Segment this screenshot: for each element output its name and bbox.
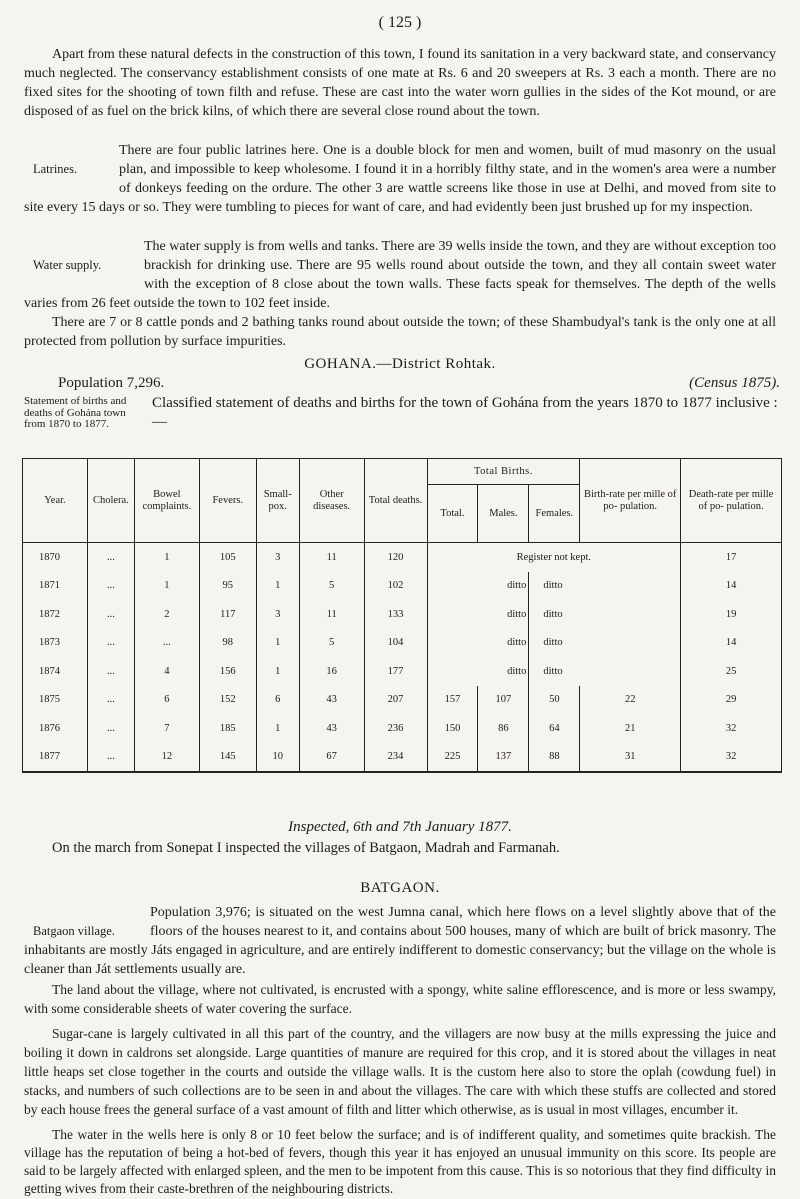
table-row bbox=[23, 714, 782, 743]
cell-births-total: 157 bbox=[427, 686, 478, 715]
cell-death-rate: 32 bbox=[681, 714, 782, 743]
population-gohana: Population 7,296. bbox=[58, 375, 165, 391]
cell-birth-rate: 22 bbox=[580, 686, 681, 715]
cell-births-note: ditto bbox=[427, 600, 529, 629]
cell-fevers: 98 bbox=[199, 629, 256, 658]
cell-total-deaths: 236 bbox=[364, 714, 427, 743]
cell-births-females: 88 bbox=[529, 743, 580, 773]
header-other: Other diseases. bbox=[299, 459, 364, 543]
cell-births-note: ditto bbox=[427, 572, 529, 601]
paragraph-batgaon bbox=[24, 903, 776, 979]
cell-year: 1876 bbox=[23, 714, 88, 743]
cell-year: 1872 bbox=[23, 600, 88, 629]
cell-other: 11 bbox=[299, 600, 364, 629]
cell-smallpox: 10 bbox=[256, 743, 299, 773]
paragraph-tanks: There are 7 or 8 cattle ponds and 2 bathing tanks round about outside the town; of these Shambudyal's tank is the only one at all protected from pollution by surface impurities. bbox=[24, 315, 776, 349]
cell-births-total: 150 bbox=[427, 714, 478, 743]
cell-bowel: 1 bbox=[134, 543, 199, 572]
margin-note-latrines: Latrines. bbox=[33, 162, 78, 176]
table-row bbox=[23, 657, 782, 686]
cell-bowel: 1 bbox=[134, 572, 199, 601]
cell-year: 1874 bbox=[23, 657, 88, 686]
header-bowel: Bowel complaints. bbox=[134, 459, 199, 543]
cell-death-rate: 25 bbox=[681, 657, 782, 686]
table-caption: Classified statement of deaths and births for the town of Gohána from the years 1870 to 1877 inclusive :— bbox=[152, 395, 778, 430]
margin-note-water: Water supply. bbox=[33, 258, 102, 272]
cell-total-deaths: 120 bbox=[364, 543, 427, 572]
cell-death-rate: 29 bbox=[681, 686, 782, 715]
cell-total-deaths: 102 bbox=[364, 572, 427, 601]
cell-births-males: 86 bbox=[478, 714, 529, 743]
cell-fevers: 95 bbox=[199, 572, 256, 601]
header-smallpox: Small-pox. bbox=[256, 459, 299, 543]
cell-births-note: ditto bbox=[529, 657, 681, 686]
paragraph-sugar: Sugar-cane is largely cultivated in all this part of the country, and the villagers are now busy at the mills expressing the juice and boiling it down in caldrons set alongside. Large quantities of manure are required for this crop, and it is stored about the villages in neat little heaps set close together in the courts and outside the village walls. It is the custom here also to store the oplah (cowdung fuel) in stacks, and numbers of such collections are to be seen in and about the villages. The care with which these stuffs are collected and stored by each house frees the general surface of a vast amount of filth and litter which otherwise, as is usual in most villages, encumber it. bbox=[24, 1026, 776, 1117]
cell-other: 67 bbox=[299, 743, 364, 773]
header-total-deaths: Total deaths. bbox=[364, 459, 427, 543]
heading-batgaon: BATGAON. bbox=[360, 880, 440, 896]
table-row bbox=[23, 743, 782, 773]
paragraph-land: The land about the village, where not cultivated, is encrusted with a spongy, white saline efflorescence, and is more or less swampy, with some considerable sheets of water covering the surface. bbox=[24, 982, 776, 1016]
cell-smallpox: 1 bbox=[256, 714, 299, 743]
cell-fevers: 105 bbox=[199, 543, 256, 572]
header-birth-rate: Birth-rate per mille of po- pulation. bbox=[580, 459, 681, 543]
header-year: Year. bbox=[23, 459, 88, 543]
cell-births-note: ditto bbox=[529, 629, 681, 658]
cell-total-deaths: 104 bbox=[364, 629, 427, 658]
paragraph-wells: The water in the wells here is only 8 or 10 feet below the surface; and is of indifferent quality, and sometimes quite brackish. The village has the reputation of being a hot-bed of fevers, though this year it has enjoyed an unusual immunity on this score. Its people are said to be largely affected with enlarged spleen, and the men to be impotent from this cause. This is so notorious that they find difficulty in getting wives from their caste-brethren of the neighbouring districts. bbox=[24, 1127, 776, 1196]
table-row bbox=[23, 600, 782, 629]
inspected-line: Inspected, 6th and 7th January 1877. bbox=[288, 819, 512, 835]
header-cholera: Cholera. bbox=[87, 459, 134, 543]
cell-birth-rate: 31 bbox=[580, 743, 681, 773]
cell-fevers: 152 bbox=[199, 686, 256, 715]
cell-cholera: ... bbox=[87, 629, 134, 658]
cell-bowel: ... bbox=[134, 629, 199, 658]
census-note: (Census 1875). bbox=[689, 375, 780, 391]
cell-smallpox: 1 bbox=[256, 629, 299, 658]
header-births-males: Males. bbox=[478, 485, 529, 543]
paragraph-water bbox=[24, 237, 776, 313]
cell-year: 1873 bbox=[23, 629, 88, 658]
cell-death-rate: 14 bbox=[681, 629, 782, 658]
cell-fevers: 145 bbox=[199, 743, 256, 773]
cell-smallpox: 1 bbox=[256, 572, 299, 601]
cell-birth-rate: 21 bbox=[580, 714, 681, 743]
cell-year: 1871 bbox=[23, 572, 88, 601]
cell-births-males: 107 bbox=[478, 686, 529, 715]
header-births-females: Females. bbox=[529, 485, 580, 543]
cell-bowel: 6 bbox=[134, 686, 199, 715]
cell-cholera: ... bbox=[87, 600, 134, 629]
paragraph-sanitation: Apart from these natural defects in the construction of this town, I found its sanitation in a very backward state, and conservancy much neglected. The conservancy establishment consists of one mate at Rs. 6 and 20 sweepers at Rs. 3 each a month. There are no fixed sites for the shooting of town filth and refuse. These are cast into the water worn gullies in the sides of the Kot mound, or are disposed of as fuel on the brick kilns, of which there are several close round about the town. bbox=[24, 47, 776, 119]
table-row bbox=[23, 572, 782, 601]
cell-death-rate: 19 bbox=[681, 600, 782, 629]
cell-births-note: ditto bbox=[529, 600, 681, 629]
cell-fevers: 185 bbox=[199, 714, 256, 743]
deaths-births-table bbox=[22, 458, 782, 773]
cell-bowel: 2 bbox=[134, 600, 199, 629]
cell-total-deaths: 133 bbox=[364, 600, 427, 629]
header-death-rate: Death-rate per mille of po- pulation. bbox=[681, 459, 782, 543]
cell-births-males: 137 bbox=[478, 743, 529, 773]
cell-smallpox: 3 bbox=[256, 543, 299, 572]
cell-births-note: ditto bbox=[529, 572, 681, 601]
cell-bowel: 12 bbox=[134, 743, 199, 773]
cell-death-rate: 32 bbox=[681, 743, 782, 773]
header-births-total: Total. bbox=[427, 485, 478, 543]
cell-births-females: 64 bbox=[529, 714, 580, 743]
cell-cholera: ... bbox=[87, 686, 134, 715]
cell-bowel: 7 bbox=[134, 714, 199, 743]
paragraph-latrines bbox=[24, 141, 776, 217]
cell-total-deaths: 207 bbox=[364, 686, 427, 715]
cell-death-rate: 14 bbox=[681, 572, 782, 601]
cell-cholera: ... bbox=[87, 714, 134, 743]
margin-note-statement: Statement of births and deaths of Gohána town from 1870 to 1877. bbox=[24, 395, 127, 430]
margin-note-batgaon: Batgaon village. bbox=[33, 924, 115, 938]
cell-births-note: Register not kept. bbox=[427, 543, 681, 572]
cell-year: 1875 bbox=[23, 686, 88, 715]
table-row bbox=[23, 543, 782, 572]
cell-other: 5 bbox=[299, 629, 364, 658]
cell-smallpox: 6 bbox=[256, 686, 299, 715]
heading-gohana: GOHANA.—District Rohtak. bbox=[304, 356, 496, 372]
paragraph-water-text: The water supply is from wells and tanks. There are 39 wells inside the town, and they are without exception too brackish for drinking use. There are 95 wells round about outside the town, and they all contain sweet water with the exception of 8 close about the town walls. These facts speak for themselves. The depth of the wells varies from 26 feet outside the town to 102 feet inside. bbox=[24, 239, 776, 311]
paragraph-latrines-text: There are four public latrines here. One is a double block for men and women, built of mud masonry on the usual plan, and impossible to keep wholesome. I found it in a horribly filthy state, and in the women's area were a number of donkeys feeding on the ordure. The other 3 are wattle screens like those in use at Delhi, and moved from site to site every 15 days or so. They were tumbling to pieces for want of care, and had evidently been just brushed up for my inspection. bbox=[24, 143, 776, 215]
cell-total-deaths: 234 bbox=[364, 743, 427, 773]
cell-births-note: ditto bbox=[427, 629, 529, 658]
cell-year: 1877 bbox=[23, 743, 88, 773]
cell-death-rate: 17 bbox=[681, 543, 782, 572]
cell-cholera: ... bbox=[87, 743, 134, 773]
cell-other: 16 bbox=[299, 657, 364, 686]
cell-smallpox: 3 bbox=[256, 600, 299, 629]
paragraph-batgaon-text: Population 3,976; is situated on the west Jumna canal, which here flows on a level slightly above that of the floors of the houses nearest to it, and contains about 500 houses, many of which are built of brick masonry. The inhabitants are mostly Játs engaged in agriculture, and are entirely indifferent to domestic conservancy; but the village on the whole is cleaner than Ját settlements usually are. bbox=[24, 905, 776, 977]
cell-cholera: ... bbox=[87, 572, 134, 601]
page-number: ( 125 ) bbox=[378, 14, 422, 31]
cell-fevers: 117 bbox=[199, 600, 256, 629]
cell-births-females: 50 bbox=[529, 686, 580, 715]
cell-other: 43 bbox=[299, 686, 364, 715]
cell-other: 11 bbox=[299, 543, 364, 572]
header-total-births: Total Births. bbox=[427, 459, 580, 485]
paragraph-march: On the march from Sonepat I inspected the villages of Batgaon, Madrah and Farmanah. bbox=[52, 840, 560, 856]
cell-total-deaths: 177 bbox=[364, 657, 427, 686]
cell-bowel: 4 bbox=[134, 657, 199, 686]
table-row bbox=[23, 629, 782, 658]
cell-cholera: ... bbox=[87, 543, 134, 572]
cell-year: 1870 bbox=[23, 543, 88, 572]
cell-other: 5 bbox=[299, 572, 364, 601]
cell-births-total: 225 bbox=[427, 743, 478, 773]
cell-fevers: 156 bbox=[199, 657, 256, 686]
table-row bbox=[23, 686, 782, 715]
cell-smallpox: 1 bbox=[256, 657, 299, 686]
cell-cholera: ... bbox=[87, 657, 134, 686]
cell-births-note: ditto bbox=[427, 657, 529, 686]
header-fevers: Fevers. bbox=[199, 459, 256, 543]
cell-other: 43 bbox=[299, 714, 364, 743]
